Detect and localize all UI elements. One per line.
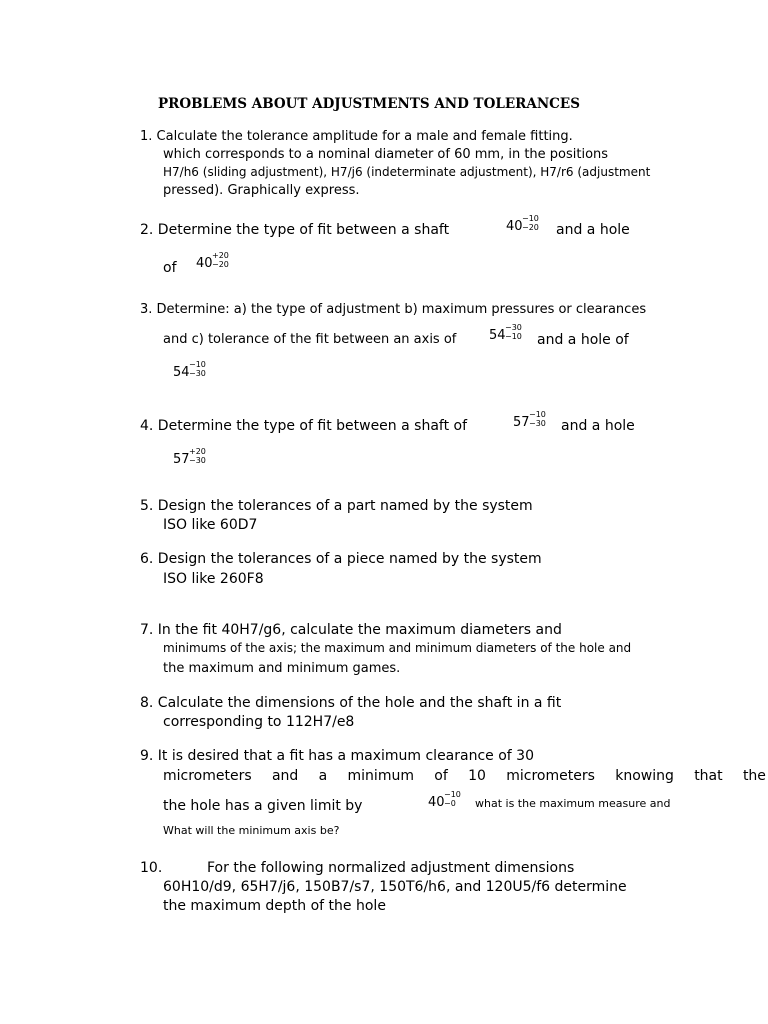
problem-7-line-1: 7. In the fit 40H7/g6, calculate the maximum diameters and: [140, 622, 562, 638]
problem-7-line-2: minimums of the axis; the maximum and minimum diameters of the hole and: [163, 641, 632, 655]
problem-10-number: 10.: [140, 860, 163, 876]
dimension-upper-deviation: −10: [522, 214, 539, 223]
problem-8-line-2: corresponding to 112H7/e8: [163, 714, 355, 730]
dimension-lower-deviation: −20: [212, 260, 229, 269]
problem-5-line-2: ISO like 60D7: [163, 517, 258, 533]
problem-9-line-3: the hole has a given limit by: [163, 798, 363, 814]
dimension-base: 57: [173, 452, 190, 467]
word: knowing: [615, 768, 674, 784]
problem-6-line-2: ISO like 260F8: [163, 571, 264, 587]
dimension-upper-deviation: +20: [189, 447, 206, 456]
dimension-lower-deviation: −20: [522, 223, 539, 232]
dimension-base: 54: [489, 328, 506, 343]
problem-9-line-2: [163, 768, 766, 784]
word: a: [318, 768, 328, 784]
problem-10-line-2: 60H10/d9, 65H7/j6, 150B7/s7, 150T6/h6, and 120U5/f6 determine: [163, 879, 627, 895]
problem-2-line-2: of: [163, 260, 177, 276]
dimension-upper-deviation: −10: [529, 410, 546, 419]
dimension-lower-deviation: −10: [505, 332, 522, 341]
page-title: PROBLEMS ABOUT ADJUSTMENTS AND TOLERANCES: [158, 96, 580, 112]
word: of: [434, 768, 448, 784]
problem-5-line-1: 5. Design the tolerances of a part named by the system: [140, 498, 533, 514]
problem-4-line-1-end: and a hole: [561, 418, 635, 434]
problem-2-line-1: 2. Determine the type of fit between a shaft: [140, 222, 450, 238]
problem-9-line-1: 9. It is desired that a fit has a maximum clearance of 30: [140, 748, 534, 764]
problem-2-line-1-end: and a hole: [556, 222, 630, 238]
dimension-upper-deviation: −10: [189, 360, 206, 369]
dimension-lower-deviation: −30: [189, 456, 206, 465]
dimension-upper-deviation: −10: [444, 790, 461, 799]
word: the: [742, 768, 766, 784]
word: and: [271, 768, 299, 784]
problem-10-line-1: For the following normalized adjustment dimensions: [207, 860, 575, 876]
problem-7-line-3: the maximum and minimum games.: [163, 661, 401, 676]
word: micrometers: [163, 768, 252, 784]
word: that: [694, 768, 723, 784]
dimension-base: 40: [506, 219, 523, 234]
word: 10: [468, 768, 486, 784]
word: minimum: [347, 768, 414, 784]
problem-3-line-1: 3. Determine: a) the type of adjustment b) maximum pressures or clearances: [140, 302, 647, 317]
word: micrometers: [506, 768, 595, 784]
dimension-lower-deviation: −30: [189, 369, 206, 378]
problem-9-line-4: What will the minimum axis be?: [163, 824, 340, 837]
problem-9-line-3-end: what is the maximum measure and: [475, 797, 671, 810]
dimension-base: 54: [173, 365, 190, 380]
problem-1-line-1: 1. Calculate the tolerance amplitude for a male and female fitting.: [140, 129, 573, 144]
dimension-base: 57: [513, 415, 530, 430]
dimension-base: 40: [428, 795, 445, 810]
dimension-upper-deviation: −30: [505, 323, 522, 332]
problem-1-line-2: which corresponds to a nominal diameter of 60 mm, in the positions: [163, 147, 609, 162]
problem-6-line-1: 6. Design the tolerances of a piece named by the system: [140, 551, 542, 567]
problem-1-line-3: H7/h6 (sliding adjustment), H7/j6 (indeterminate adjustment), H7/r6 (adjustment: [163, 165, 651, 179]
problem-3-line-2: and c) tolerance of the fit between an axis of: [163, 332, 457, 347]
problem-4-line-1: 4. Determine the type of fit between a shaft of: [140, 418, 468, 434]
dimension-lower-deviation: −0: [444, 799, 456, 808]
problem-8-line-1: 8. Calculate the dimensions of the hole and the shaft in a fit: [140, 695, 562, 711]
problem-3-line-2-end: and a hole of: [537, 332, 629, 348]
problem-10-line-3: the maximum depth of the hole: [163, 898, 386, 914]
problem-1-line-4: pressed). Graphically express.: [163, 183, 360, 198]
dimension-upper-deviation: +20: [212, 251, 229, 260]
dimension-lower-deviation: −30: [529, 419, 546, 428]
dimension-base: 40: [196, 256, 213, 271]
